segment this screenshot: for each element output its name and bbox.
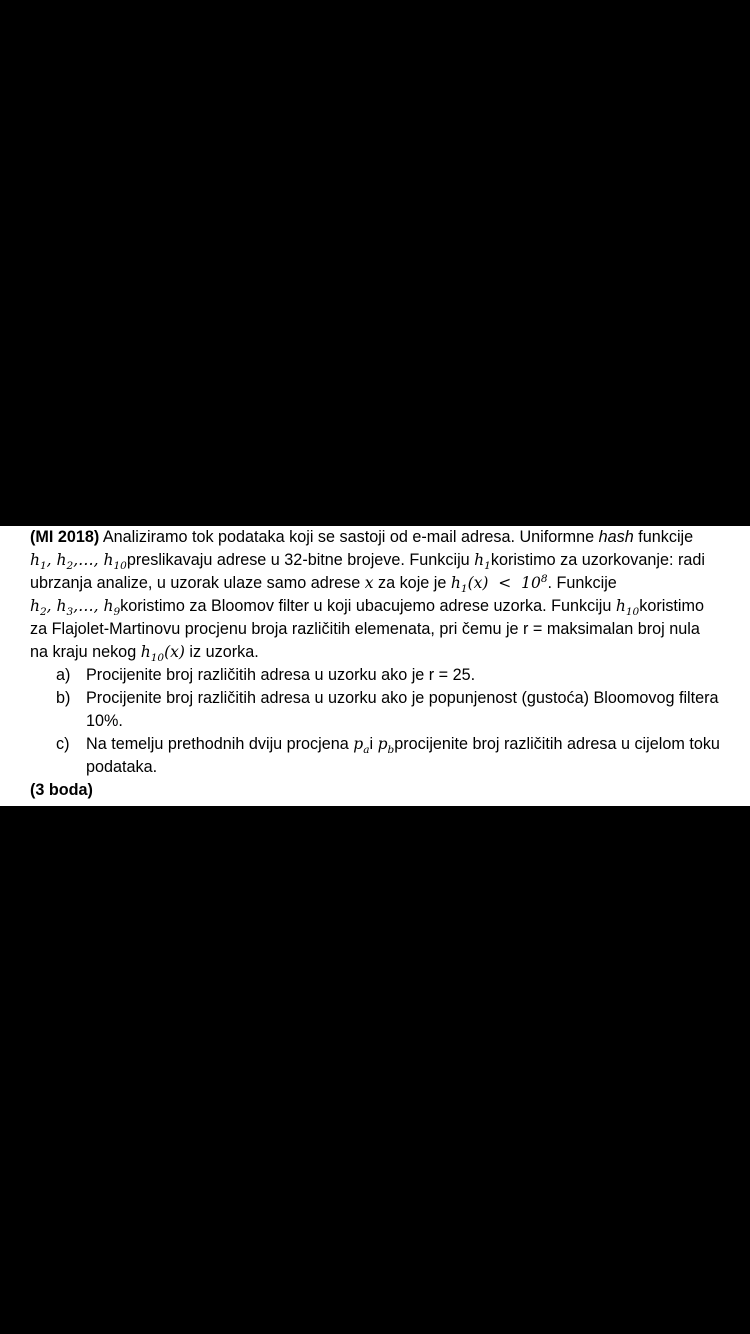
exam-question [0, 526, 750, 806]
question-line-2: $h_1$, $h_2,\dots$, $h_{10}preslikavaju$ adrese u 32-bitne brojeve. Funkciju $h_1koristimo$ za uzorkovanje: radi [30, 551, 705, 573]
sub-question-a: a) Procijenite broj različitih adresa u uzorku ako je r = 25. [56, 666, 476, 684]
question-line-3: ubrzanja analize, u uzorak ulaze samo adrese x za koje je $h_1(x) < 10^8$. Funkcije [30, 572, 617, 596]
question-line-1: (MI 2018) Analiziramo tok podataka koji se sastoji od e-mail adresa. Uniformne hash funkcije [30, 528, 694, 546]
sub-question-c: c) Na temelju prethodnih dviju procjena $p_ai$ $p_bprocijenite$ broj različitih adresa u cijelom toku podataka. [56, 735, 720, 776]
math-inequality: $h_1(x) < 10^8$ [450, 572, 548, 596]
question-heading: (MI 2018) [30, 528, 100, 546]
question-line-5: za Flajolet-Martinovu procjenu broja različitih elemenata, pri čemu je r = maksimalan broj nula [30, 620, 700, 638]
question-line-6: na kraju nekog $h_{10}(x)$ iz uzorka. [30, 643, 259, 665]
sub-question-b: b) Procijenite broj različitih adresa u uzorku ako je popunjenost (gustoća) Bloomovog filtera 10%. [56, 689, 719, 730]
math-hash-list: $h_1$, $h_2,\dots$, $h_{10}$ [30, 551, 127, 573]
question-line-4: $h_2$, $h_3,\dots$, $h_9koristimo$ za Bloomov filter u koji ubacujemo adrese uzorka. Funkciju $h_{10}koristimo$ [30, 597, 705, 619]
points-label: (3 boda) [30, 781, 93, 799]
